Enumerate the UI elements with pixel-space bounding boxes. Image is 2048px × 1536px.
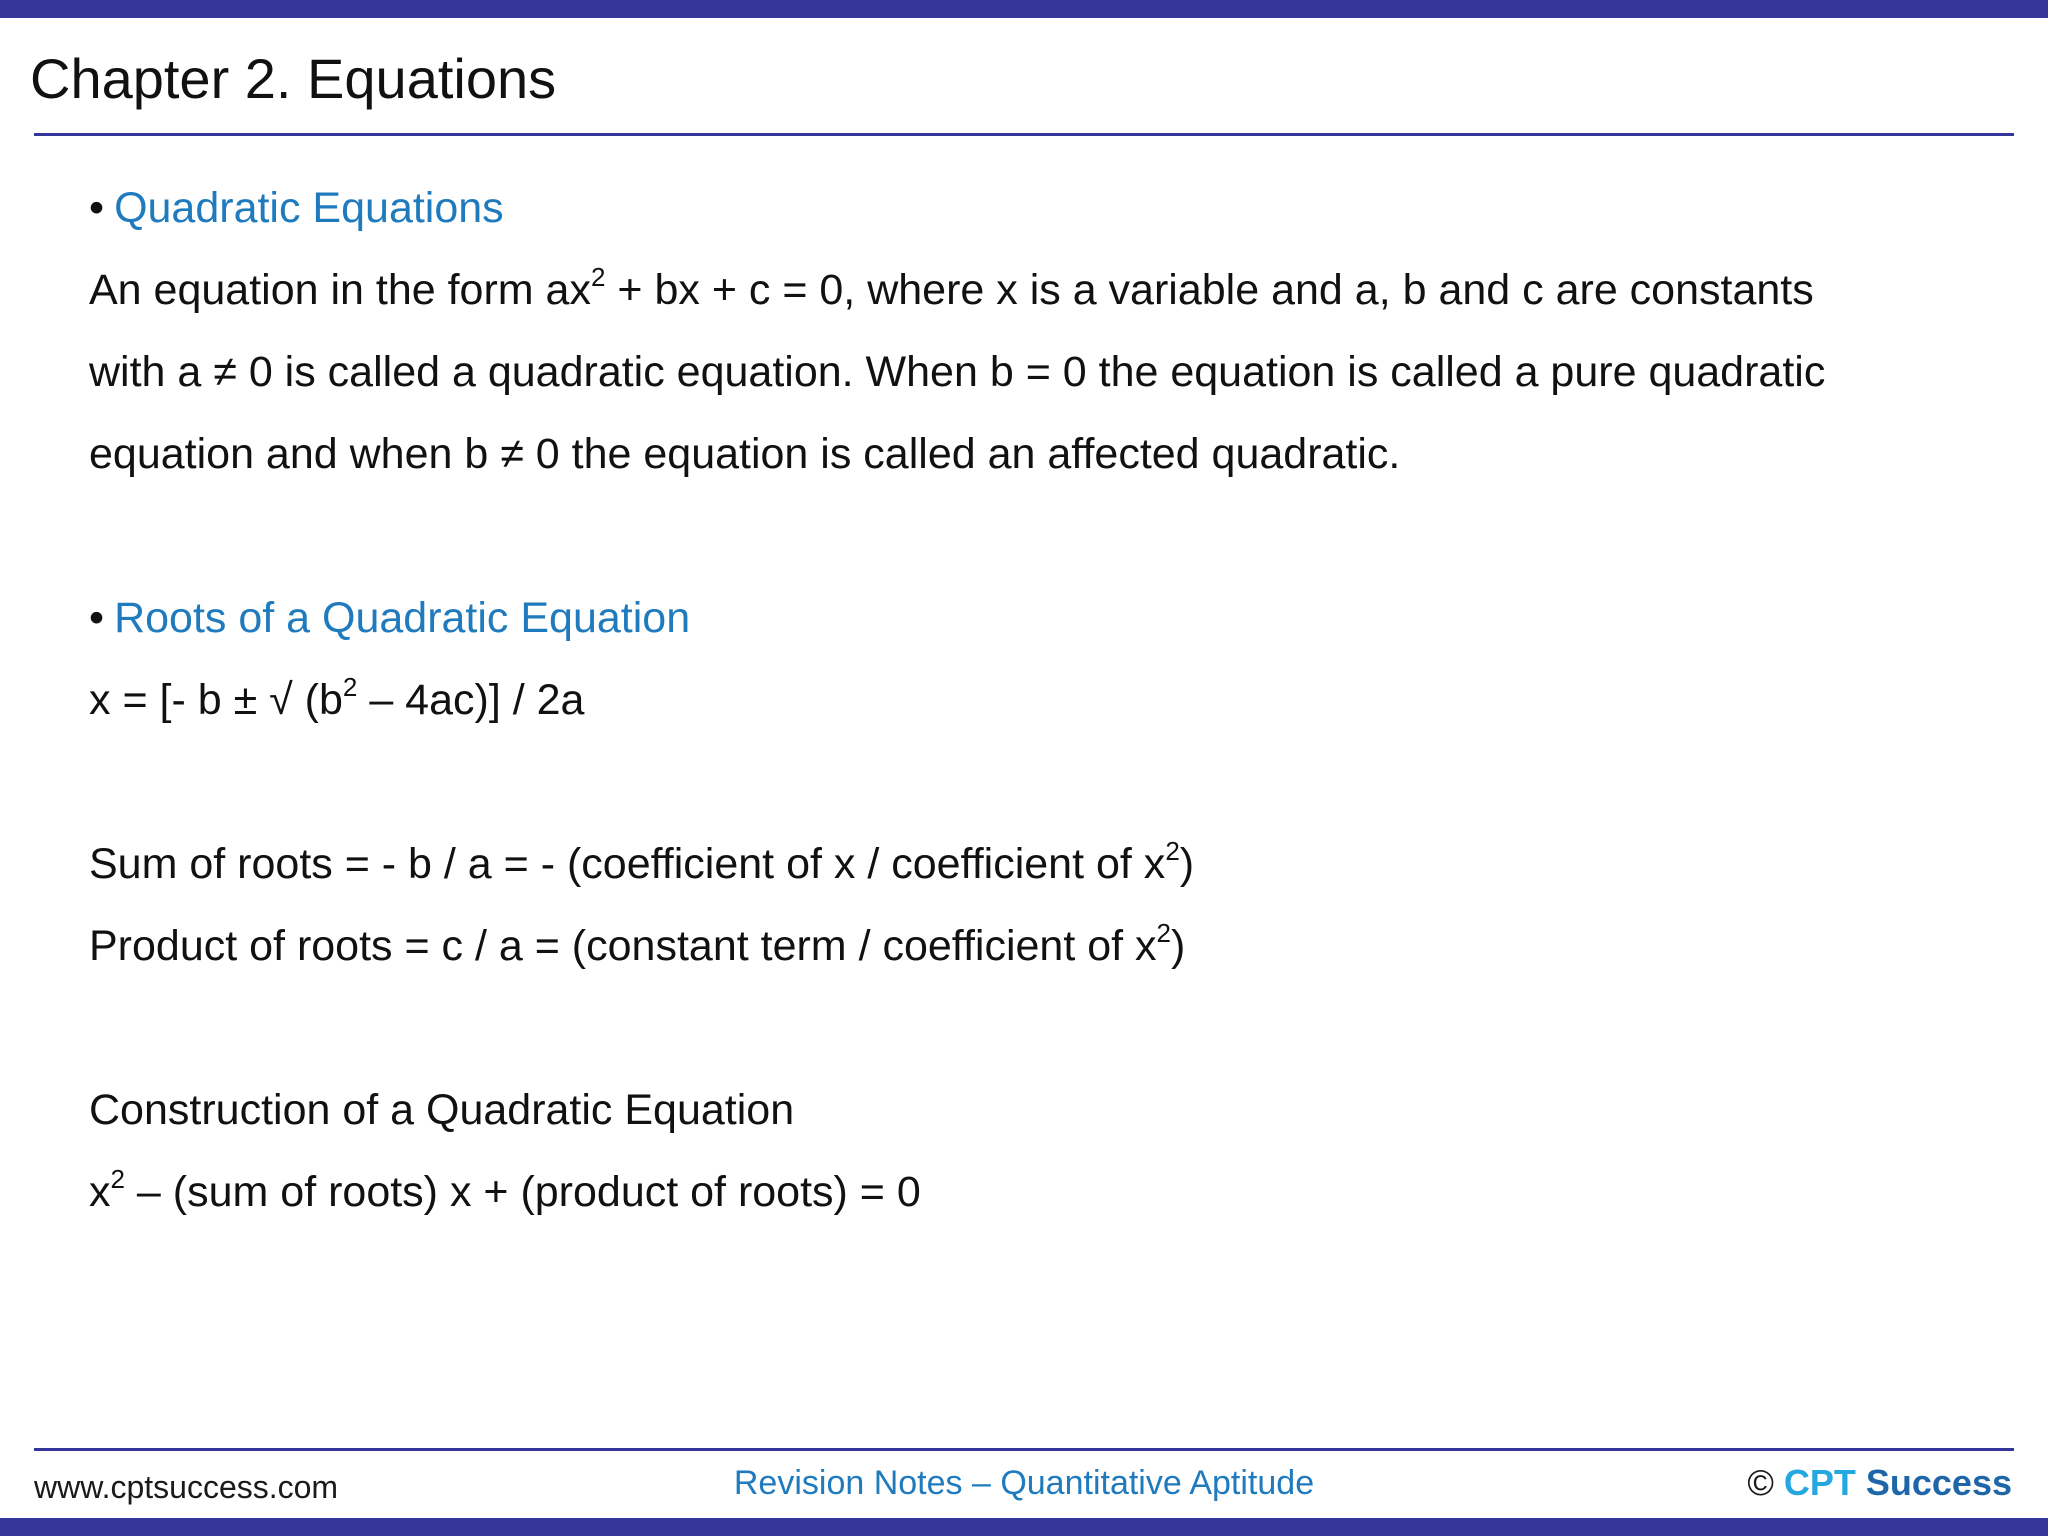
top-color-band [0,0,2048,18]
quadratic-text: An equation in the form ax [89,266,591,314]
superscript: 2 [590,262,606,292]
formula-text: x [89,1168,111,1216]
construction-heading: Construction of a Quadratic Equation [89,1086,795,1134]
product-text: ) [1171,922,1186,970]
product-text: Product of roots = c / a = (constant term / coefficient of x [89,922,1157,970]
construction-formula [89,1166,921,1218]
brand-name-part1: CPT [1783,1462,1856,1503]
sum-text: ) [1179,840,1195,888]
quadratic-text: + bx + c = 0, where x is a variable and a, b and c are constants [605,266,1814,314]
formula-text: – 4ac)] / 2a [357,676,585,724]
bottom-color-band [0,1518,2048,1536]
roots-heading-line [89,592,690,644]
brand-name-part2: Success [1865,1462,2012,1503]
quadratic-heading-line [89,182,504,234]
quadratic-definition-line-1 [89,264,1814,316]
footer-title: Revision Notes – Quantitative Aptitude [733,1464,1315,1502]
formula-text: – (sum of roots) x + (product of roots) = 0 [124,1168,921,1216]
footer-divider [34,1448,2014,1451]
title-divider [34,133,2014,136]
page-title: Chapter 2. Equations [30,47,557,110]
superscript: 2 [1156,918,1172,948]
copyright-icon: © [1747,1462,1774,1503]
sum-text: Sum of roots = - b / a = - (coefficient of x / coefficient of x [89,840,1166,888]
superscript: 2 [1165,836,1180,866]
bullet-icon: • [89,594,105,642]
roots-formula [89,674,584,726]
sum-of-roots [89,838,1194,890]
quadratic-definition-line-2: with a ≠ 0 is called a quadratic equation. When b = 0 the equation is called a pure quadratic [89,348,1826,396]
quadratic-heading: Quadratic Equations [114,184,504,232]
superscript: 2 [110,1164,125,1194]
footer-brand [1747,1461,2012,1505]
roots-heading: Roots of a Quadratic Equation [114,594,691,642]
bullet-icon: • [89,184,105,232]
superscript: 2 [342,672,358,702]
formula-text: x = [- b ± √ (b [89,676,343,724]
product-of-roots [89,920,1185,972]
quadratic-definition-line-3: equation and when b ≠ 0 the equation is called an affected quadratic. [89,430,1401,478]
footer-website: www.cptsuccess.com [34,1469,339,1505]
